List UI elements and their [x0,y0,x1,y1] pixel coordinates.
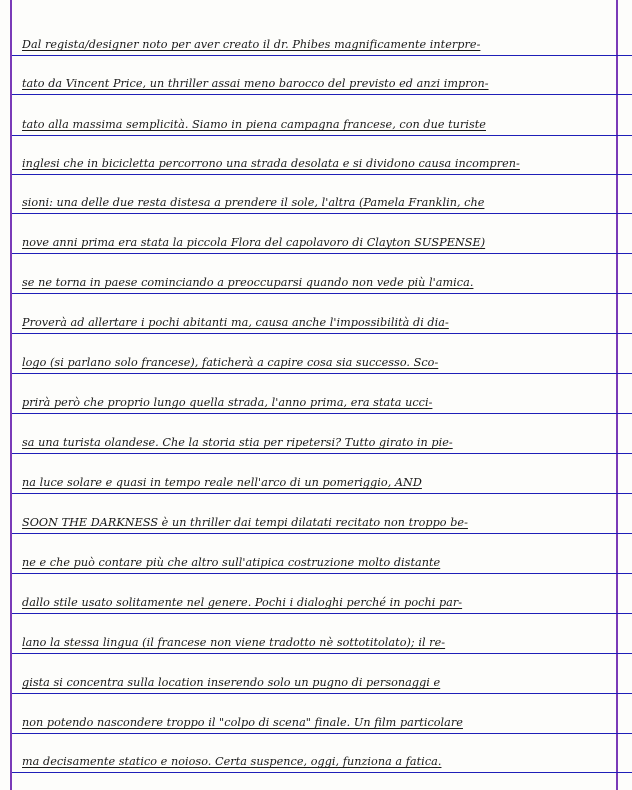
ruled-line [12,453,632,454]
text-line: se ne torna in paese cominciando a preoccuparsi quando non vede più l'amica. [22,276,474,289]
text-line: sa una turista olandese. Che la storia stia per ripetersi? Tutto girato in pie- [22,436,453,449]
ruled-line [12,293,632,294]
ruled-line [12,174,632,175]
text-line: sioni: una delle due resta distesa a prendere il sole, l'altra (Pamela Franklin, che [22,196,485,209]
ruled-line [12,493,632,494]
text-line: dallo stile usato solitamente nel genere. Pochi i dialoghi perché in pochi par- [22,596,463,609]
ruled-line [12,213,632,214]
ruled-line [12,135,632,136]
text-line: gista si concentra sulla location inserendo solo un pugno di personaggi e [22,676,441,689]
text-line: inglesi che in bicicletta percorrono una strada desolata e si dividono causa incompren- [22,157,520,170]
text-line: lano la stessa lingua (il francese non viene tradotto nè sottotitolato); il re- [22,636,446,649]
ruled-line [12,413,632,414]
text-line: SOON THE DARKNESS è un thriller dai tempi dilatati recitato non troppo be- [22,516,468,529]
text-line: ma decisamente statico e noioso. Certa suspence, oggi, funziona a fatica. [22,755,442,768]
ruled-line [12,733,632,734]
text-line: tato da Vincent Price, un thriller assai meno barocco del previsto ed anzi impron- [22,77,489,90]
text-line: na luce solare e quasi in tempo reale nell'arco di un pomeriggio, AND [22,476,422,489]
text-line: nove anni prima era stata la piccola Flora del capolavoro di Clayton SUSPENSE) [22,236,486,249]
text-line: Dal regista/designer noto per aver creato il dr. Phibes magnificamente interpre- [22,38,481,51]
ruled-line [12,253,632,254]
text-line: ne e che può contare più che altro sull'atipica costruzione molto distante [22,556,441,569]
ruled-line [12,693,632,694]
text-line: tato alla massima semplicità. Siamo in piena campagna francese, con due turiste [22,118,486,131]
text-line: prirà però che proprio lungo quella strada, l'anno prima, era stata ucci- [22,396,433,409]
ruled-line [12,55,632,56]
ruled-line [12,653,632,654]
text-line: logo (si parlano solo francese), faticherà a capire cosa sia successo. Sco- [22,356,439,369]
text-line: non potendo nascondere troppo il "colpo di scena" finale. Un film particolare [22,716,463,729]
ruled-line [12,613,632,614]
ruled-line [12,772,632,773]
ruled-line [12,573,632,574]
text-line: Proverà ad allertare i pochi abitanti ma, causa anche l'impossibilità di dia- [22,316,449,329]
ruled-line [12,94,632,95]
ruled-line [12,533,632,534]
ruled-line [12,373,632,374]
ruled-line [12,333,632,334]
